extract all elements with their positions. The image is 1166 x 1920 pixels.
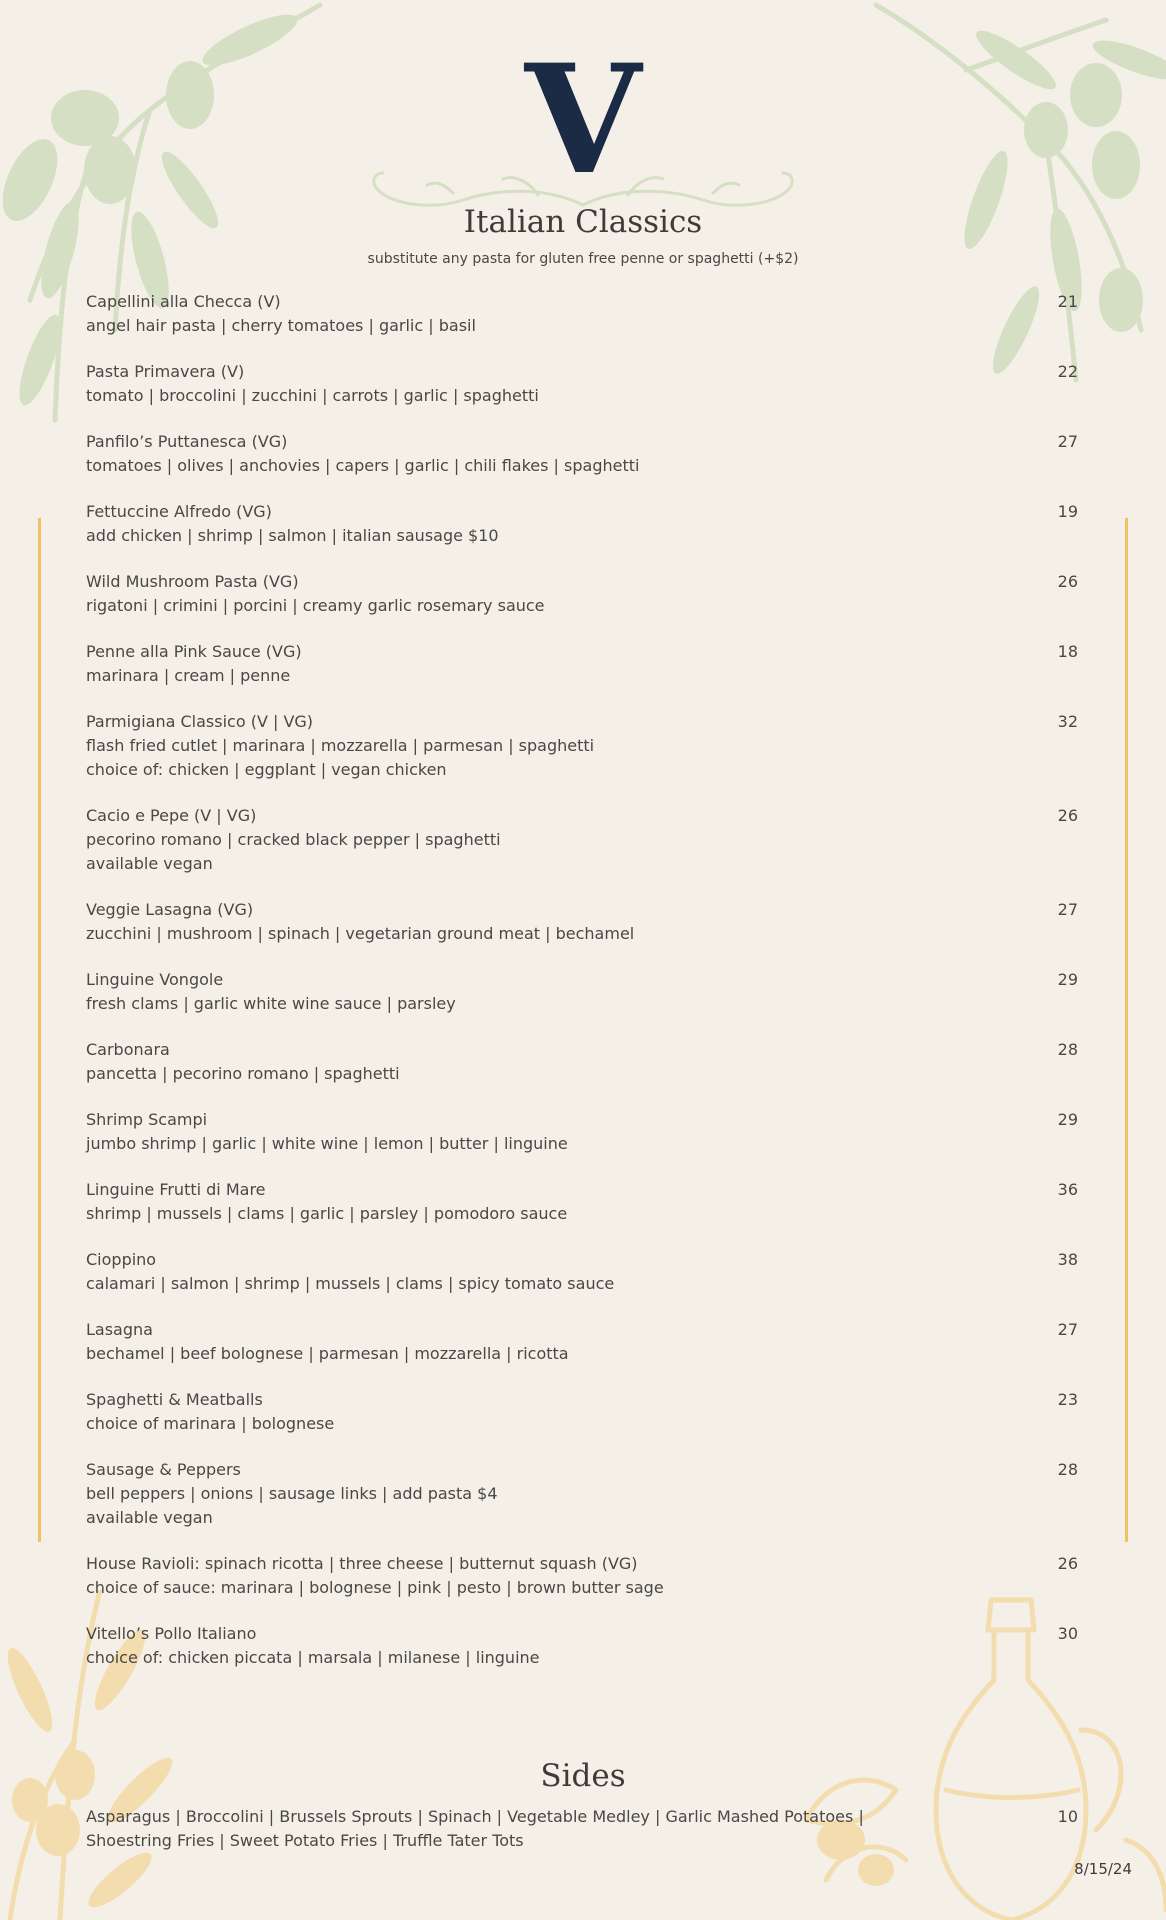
menu-item-description: zucchini | mushroom | spinach | vegetarian ground meat | bechamel [86, 924, 635, 943]
menu-item-description: pecorino romano | cracked black pepper | spaghetti [86, 830, 501, 849]
menu-item [86, 360, 1080, 408]
menu-item [86, 1458, 1080, 1530]
menu-item-name: House Ravioli: spinach ricotta | three cheese | butternut squash (VG) [86, 1554, 638, 1573]
menu-item-description: choice of marinara | bolognese [86, 1414, 335, 1433]
menu-item-price: 28 [1057, 1460, 1078, 1479]
accent-rule-left [38, 518, 41, 1542]
menu-item [86, 968, 1080, 1016]
accent-rule-right [1125, 518, 1128, 1542]
menu-item-description: flash fried cutlet | marinara | mozzarella | parmesan | spaghetti [86, 736, 595, 755]
menu-item-name: Pasta Primavera (V) [86, 362, 245, 381]
menu-item-price: 21 [1057, 292, 1078, 311]
menu-item-name: Linguine Vongole [86, 970, 224, 989]
menu-item-description: fresh clams | garlic white wine sauce | parsley [86, 994, 456, 1013]
menu-item-name: Veggie Lasagna (VG) [86, 900, 254, 919]
menu-item-price: 23 [1057, 1390, 1078, 1409]
menu-item-name: Fettuccine Alfredo (VG) [86, 502, 272, 521]
menu-item-price: 29 [1057, 1110, 1078, 1129]
menu-item-name: Spaghetti & Meatballs [86, 1390, 263, 1409]
page-title: Italian Classics [463, 204, 703, 240]
menu-item [86, 1552, 1080, 1600]
menu-item-price: 26 [1057, 806, 1078, 825]
menu-item-name: Penne alla Pink Sauce (VG) [86, 642, 302, 661]
menu-item-description: angel hair pasta | cherry tomatoes | garlic | basil [86, 316, 476, 335]
sides-section [86, 1805, 1080, 1875]
menu-item [86, 1622, 1080, 1670]
menu-item-description: bechamel | beef bolognese | parmesan | mozzarella | ricotta [86, 1344, 569, 1363]
menu-item-description: available vegan [86, 1508, 213, 1527]
menu-item-name: Shrimp Scampi [86, 1110, 208, 1129]
menu-item-price: 22 [1057, 362, 1078, 381]
menu-item [86, 500, 1080, 548]
menu-date: 8/15/24 [1074, 1860, 1132, 1878]
menu-item [86, 570, 1080, 618]
menu-item-price: 27 [1057, 432, 1078, 451]
menu-item-price: 36 [1057, 1180, 1078, 1199]
menu-item-price: 29 [1057, 970, 1078, 989]
menu-item-description: tomato | broccolini | zucchini | carrots | garlic | spaghetti [86, 386, 539, 405]
menu-item-description: choice of sauce: marinara | bolognese | pink | pesto | brown butter sage [86, 1578, 664, 1597]
menu-item-description: tomatoes | olives | anchovies | capers | garlic | chili flakes | spaghetti [86, 456, 640, 475]
menu-item [86, 710, 1080, 782]
menu-item [86, 1038, 1080, 1086]
menu-item [86, 898, 1080, 946]
menu-item-price: 26 [1057, 1554, 1078, 1573]
menu-item-description: shrimp | mussels | clams | garlic | parsley | pomodoro sauce [86, 1204, 568, 1223]
menu-header [0, 32, 1166, 208]
menu-item-name: Lasagna [86, 1320, 153, 1339]
menu-item-price: 27 [1057, 900, 1078, 919]
menu-item-name: Cacio e Pepe (V | VG) [86, 806, 257, 825]
menu-item [86, 804, 1080, 876]
menu-item-price: 27 [1057, 1320, 1078, 1339]
menu-item-description: pancetta | pecorino romano | spaghetti [86, 1064, 400, 1083]
menu-item-name: Linguine Frutti di Mare [86, 1180, 266, 1199]
menu-item [86, 430, 1080, 478]
menu-item-price: 30 [1057, 1624, 1078, 1643]
menu-item-description: jumbo shrimp | garlic | white wine | lemon | butter | linguine [86, 1134, 568, 1153]
menu-item-description: bell peppers | onions | sausage links | add pasta $4 [86, 1484, 498, 1503]
menu-item-price: 19 [1057, 502, 1078, 521]
menu-item-name: Panfilo’s Puttanesca (VG) [86, 432, 288, 451]
menu-item [86, 1108, 1080, 1156]
sides-line: Asparagus | Broccolini | Brussels Sprouts | Spinach | Vegetable Medley | Garlic Mashed Potatoes | [86, 1807, 864, 1826]
menu-item-name: Carbonara [86, 1040, 170, 1059]
menu-item-name: Cioppino [86, 1250, 157, 1269]
menu-item [86, 1388, 1080, 1436]
menu-item-description: calamari | salmon | shrimp | mussels | clams | spicy tomato sauce [86, 1274, 615, 1293]
menu-item [86, 640, 1080, 688]
sides-price: 10 [1057, 1807, 1078, 1826]
menu-item [86, 290, 1080, 338]
sides-item [86, 1805, 1080, 1853]
menu-item-description: choice of: chicken | eggplant | vegan chicken [86, 760, 447, 779]
menu-item-price: 38 [1057, 1250, 1078, 1269]
menu-item-description: marinara | cream | penne [86, 666, 291, 685]
menu-items [86, 290, 1080, 1692]
sides-line: Shoestring Fries | Sweet Potato Fries | Truffle Tater Tots [86, 1831, 524, 1850]
menu-item-price: 32 [1057, 712, 1078, 731]
menu-item-description: rigatoni | crimini | porcini | creamy garlic rosemary sauce [86, 596, 545, 615]
menu-item-price: 28 [1057, 1040, 1078, 1059]
menu-item-description: choice of: chicken piccata | marsala | milanese | linguine [86, 1648, 540, 1667]
menu-item-price: 18 [1057, 642, 1078, 661]
page-subtitle: substitute any pasta for gluten free penne or spaghetti (+$2) [367, 251, 799, 267]
menu-item-name: Sausage & Peppers [86, 1460, 241, 1479]
menu-item-description: available vegan [86, 854, 213, 873]
menu-item-description: add chicken | shrimp | salmon | italian sausage $10 [86, 526, 499, 545]
logo-letter: V [524, 32, 642, 208]
sides-title: Sides [540, 1758, 626, 1794]
menu-item-name: Vitello’s Pollo Italiano [86, 1624, 257, 1643]
menu-item-price: 26 [1057, 572, 1078, 591]
logo [343, 32, 823, 208]
menu-item-name: Wild Mushroom Pasta (VG) [86, 572, 299, 591]
menu-item-name: Capellini alla Checca (V) [86, 292, 281, 311]
menu-item-name: Parmigiana Classico (V | VG) [86, 712, 314, 731]
menu-item [86, 1318, 1080, 1366]
menu-item [86, 1178, 1080, 1226]
menu-item [86, 1248, 1080, 1296]
